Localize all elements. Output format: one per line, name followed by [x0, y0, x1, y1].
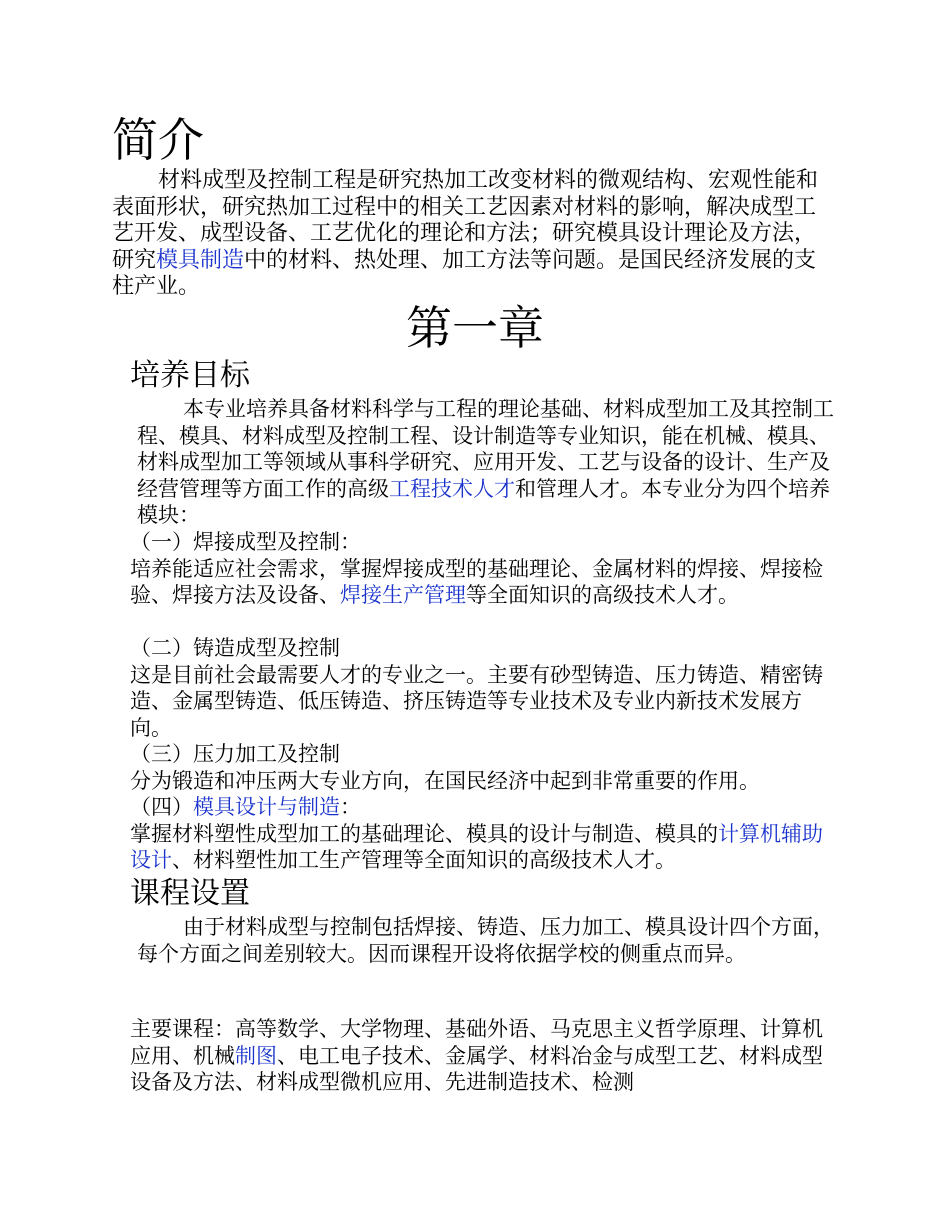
module-welding-text-b: 等全面知识的高级技术人才。 [466, 583, 739, 607]
module-mold-text-b: 、材料塑性加工生产管理等全面知识的高级技术人才。 [172, 848, 676, 872]
module-mold-text-a: 掌握材料塑性成型加工的基础理论、模具的设计与制造、模具的 [130, 821, 718, 846]
section-title-goals: 培养目标 [130, 358, 250, 393]
module-pressure-text: 分为锻造和冲压两大专业方向，在国民经济中起到非常重要的作用。 [130, 768, 760, 793]
link-mold-design-manufacturing[interactable]: 模具设计与制造 [193, 795, 340, 819]
main-courses-text-b: 、电工电子技术、金属学、材料冶金与成型工艺、材料成型设备及方法、材料成型微机应用、先进制造技术、检测 [130, 1043, 823, 1094]
module-welding [130, 529, 842, 609]
module-welding-heading: （一）焊接成型及控制： [130, 530, 361, 554]
module-mold-design [130, 794, 842, 874]
goals-text-b: 和管理人才。本专业分为四个培养模块： [137, 476, 830, 527]
module-welding-text-a: 培养能适应社会需求，掌握焊接成型的基础理论、金属材料的焊接、焊接检验、焊接方法及设备、 [130, 556, 823, 607]
module-casting-heading: （二）铸造成型及控制 [130, 636, 340, 660]
intro-title: 简介 [112, 113, 204, 167]
intro-text-b: 中的材料、热处理、加工方法等问题。是国民经济发展的支柱产业。 [112, 247, 817, 299]
main-courses-text-a: 主要课程：高等数学、大学物理、基础外语、马克思主义哲学原理、计算机应用、机械 [130, 1017, 823, 1068]
link-welding-production-management[interactable]: 焊接生产管理 [340, 583, 466, 607]
link-drafting[interactable]: 制图 [235, 1043, 277, 1068]
module-casting [130, 635, 842, 741]
module-mold-heading-b: ： [340, 795, 361, 819]
courses-intro-paragraph [137, 914, 837, 967]
module-mold-heading-a: （四） [130, 795, 193, 819]
intro-text-a: 材料成型及控制工程是研究热加工改变材料的微观结构、宏观性能和表面形状，研究热加工过程中的相关工艺因素对材料的影响，解决成型工艺开发、成型设备、工艺优化的理论和方法；研究模具设计理论及方法，研究 [112, 168, 819, 273]
module-casting-text: 这是目前社会最需要人才的专业之一。主要有砂型铸造、压力铸造、精密铸造、金属型铸造、低压铸造、挤压铸造等专业技术及专业内新技术发展方向。 [130, 662, 823, 740]
intro-paragraph [112, 168, 837, 301]
link-computer-aided-design[interactable]: 计算机辅助设计 [130, 821, 823, 872]
section-title-courses: 课程设置 [130, 876, 250, 911]
module-pressure-heading: （三）压力加工及控制 [130, 742, 340, 766]
chapter-title: 第一章 [406, 301, 544, 355]
courses-intro-text: 由于材料成型与控制包括焊接、铸造、压力加工、模具设计四个方面，每个方面之间差别较大。因而课程开设将依据学校的侧重点而异。 [137, 915, 834, 966]
module-pressure-processing [130, 741, 842, 794]
link-mold-manufacturing[interactable]: 模具制造 [156, 247, 245, 273]
link-engineering-talent[interactable]: 工程技术人才 [389, 476, 515, 501]
goals-paragraph [137, 396, 837, 529]
main-courses-paragraph [130, 1016, 842, 1096]
goals-text-a: 本专业培养具备材料科学与工程的理论基础、材料成型加工及其控制工程、模具、材料成型及控制工程、设计制造等专业知识，能在机械、模具、材料成型加工等领域从事科学研究、应用开发、工艺与设备的设计、生产及经营管理等方面工作的高级 [137, 397, 834, 501]
